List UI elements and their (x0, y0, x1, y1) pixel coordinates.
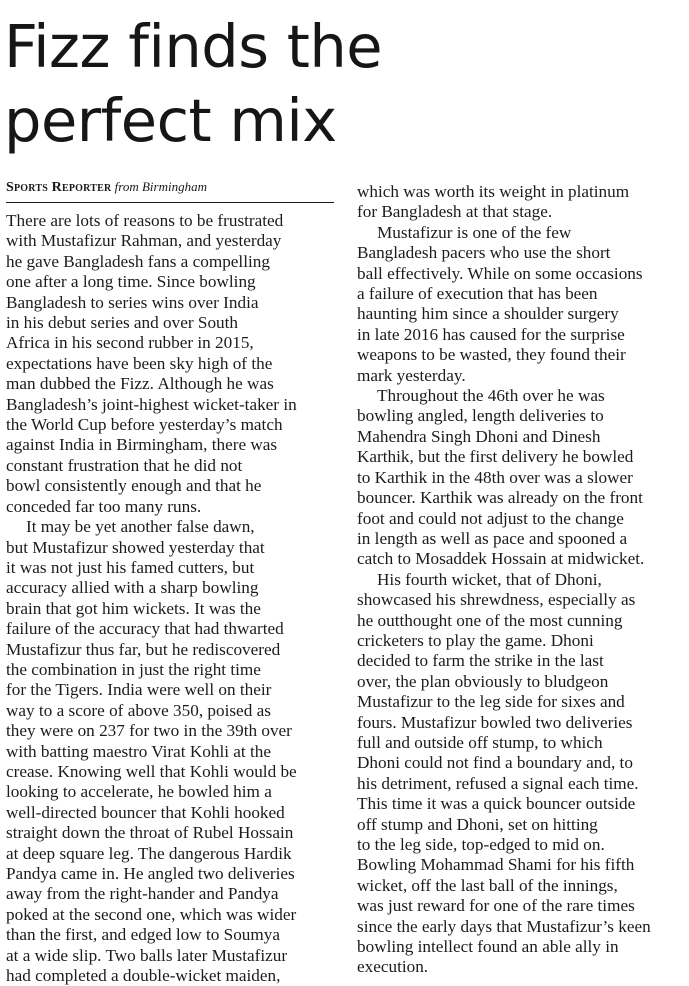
article-text-line: wicket, off the last ball of the innings, (357, 875, 618, 895)
article-text-line: a failure of execution that has been (357, 284, 598, 304)
article-text-line: the combination in just the right time (6, 659, 261, 679)
article-text-line: Bowling Mohammad Shami for his fifth (357, 855, 635, 875)
article-text-line: Karthik, but the first delivery he bowled (357, 447, 634, 467)
article-text-line: constant frustration that he did not (6, 455, 243, 475)
article-text-line: bowl consistently enough and that he (6, 476, 262, 496)
article-column-left (6, 211, 340, 986)
byline-location: from Birmingham (114, 179, 207, 194)
article-text-line: expectations have been sky high of the (6, 353, 273, 373)
article-text-line: haunting him since a shoulder surgery (357, 304, 619, 324)
article-text-line: they were on 237 for two in the 39th over (6, 721, 292, 741)
article-text-line: with batting maestro Virat Kohli at the (6, 741, 272, 761)
article-text-line: man dubbed the Fizz. Although he was (6, 374, 274, 394)
byline-divider (6, 202, 334, 203)
article-text-line: than the first, and edged low to Soumya (6, 925, 280, 945)
article-text-line: bowling intellect found an able ally in (357, 937, 619, 957)
article-text-line: for the Tigers. India were well on their (6, 680, 272, 700)
article-text-line: Mustafizur is one of the few (377, 222, 572, 242)
article-text-line: failure of the accuracy that had thwarted (6, 619, 284, 639)
article-text-line: foot and could not adjust to the change (357, 508, 624, 528)
headline (4, 10, 684, 158)
article-text-line: his detriment, refused a signal each time. (357, 773, 639, 793)
article-text-line: he outthought one of the most cunning (357, 610, 623, 630)
article-text-line: for Bangladesh at that stage. (357, 202, 553, 222)
article-text-line: Throughout the 46th over he was (377, 386, 605, 406)
article-text-line: in length as well as pace and spooned a (357, 528, 628, 548)
byline (6, 179, 334, 196)
article-text-line: which was worth its weight in platinum (357, 182, 630, 201)
article-text-line: in late 2016 has caused for the surprise (357, 324, 625, 344)
headline-line-2: perfect mix (4, 86, 337, 155)
article-text-line: Bangladesh’s joint-highest wicket-taker in (6, 394, 297, 414)
article-text-line: to the leg side, top-edged to mid on. (357, 835, 605, 854)
byline-reporter: Sports Reporter (6, 180, 112, 195)
article-text-line: one after a long time. Since bowling (6, 272, 256, 292)
article-text-line: brain that got him wickets. It was the (6, 598, 261, 618)
article-text-line: decided to farm the strike in the last (357, 651, 604, 671)
article-text-line: bowling angled, length deliveries to (357, 406, 604, 426)
article-text-line: conceded far too many runs. (6, 496, 202, 516)
article-text-line: since the early days that Mustafizur’s keen (357, 916, 651, 936)
article-text-line: straight down the throat of Rubel Hossain (6, 823, 294, 843)
article-text-line: at deep square leg. The dangerous Hardik (6, 843, 292, 863)
headline-line-1: Fizz finds the (4, 12, 383, 81)
article-text-line: Bangladesh pacers who use the short (357, 243, 611, 263)
article-text-line: away from the right-hander and Pandya (6, 884, 279, 904)
article-text-line: full and outside off stump, to which (357, 732, 603, 752)
article-text-line: catch to Mosaddek Hossain at midwicket. (357, 549, 645, 569)
article-text-line: weapons to be wasted, they found their (357, 345, 626, 365)
article-text-line: over, the plan obviously to bludgeon (357, 671, 609, 691)
article-text-line: but Mustafizur showed yesterday that (6, 537, 265, 557)
article-text-line: Africa in his second rubber in 2015, (6, 333, 254, 353)
article-text-line: well-directed bouncer that Kohli hooked (6, 802, 285, 822)
article-text-line: Pandya came in. He angled two deliveries (6, 864, 295, 883)
article-text-line: against India in Birmingham, there was (6, 435, 278, 455)
article-column-right (357, 182, 685, 978)
article-text-line: crease. Knowing well that Kohli would be (6, 761, 297, 781)
article-text-line: Mahendra Singh Dhoni and Dinesh (357, 426, 601, 446)
article-text-line: Dhoni could not find a boundary and, to (357, 753, 633, 773)
article-text-line: at a wide slip. Two balls later Mustafizur (6, 945, 288, 965)
article-text-line: fours. Mustafizur bowled two deliveries (357, 712, 633, 732)
article-text-line: had completed a double-wicket maiden, (6, 966, 281, 986)
article-text-line: accuracy allied with a sharp bowling (6, 578, 259, 598)
article-text-line: showcased his shrewdness, especially as (357, 590, 636, 610)
article-text-line: cricketers to play the game. Dhoni (357, 630, 594, 650)
article-text-line: His fourth wicket, that of Dhoni, (377, 569, 602, 589)
article-text-line: with Mustafizur Rahman, and yesterday (6, 231, 282, 251)
article-text-line: There are lots of reasons to be frustrated (6, 211, 284, 230)
article-text-line: he gave Bangladesh fans a compelling (6, 251, 270, 271)
article-text-line: ball effectively. While on some occasions (357, 263, 643, 283)
article-text-line: to Karthik in the 48th over was a slower (357, 467, 633, 487)
article-text-line: execution. (357, 957, 429, 977)
article-text-line: poked at the second one, which was wider (6, 904, 297, 924)
article-text-line: off stump and Dhoni, set on hitting (357, 814, 598, 834)
article-text-line: was just reward for one of the rare times (357, 896, 635, 916)
article-text-line: Mustafizur to the leg side for sixes and (357, 692, 625, 712)
article-text-line: Mustafizur thus far, but he rediscovered (6, 639, 281, 659)
article-text-line: bouncer. Karthik was already on the front (357, 488, 643, 508)
article-text-line: looking to accelerate, he bowled him a (6, 782, 272, 802)
article-text-line: Bangladesh to series wins over India (6, 292, 259, 312)
article-text-line: in his debut series and over South (6, 313, 238, 333)
article-text-line: way to a score of above 350, poised as (6, 700, 271, 720)
article-text-line: the World Cup before yesterday’s match (6, 415, 283, 435)
article-text-line: mark yesterday. (357, 365, 466, 385)
article-text-line: it was not just his famed cutters, but (6, 557, 255, 577)
article-text-line: This time it was a quick bouncer outside (357, 794, 636, 814)
article-text-line: It may be yet another false dawn, (26, 517, 255, 537)
